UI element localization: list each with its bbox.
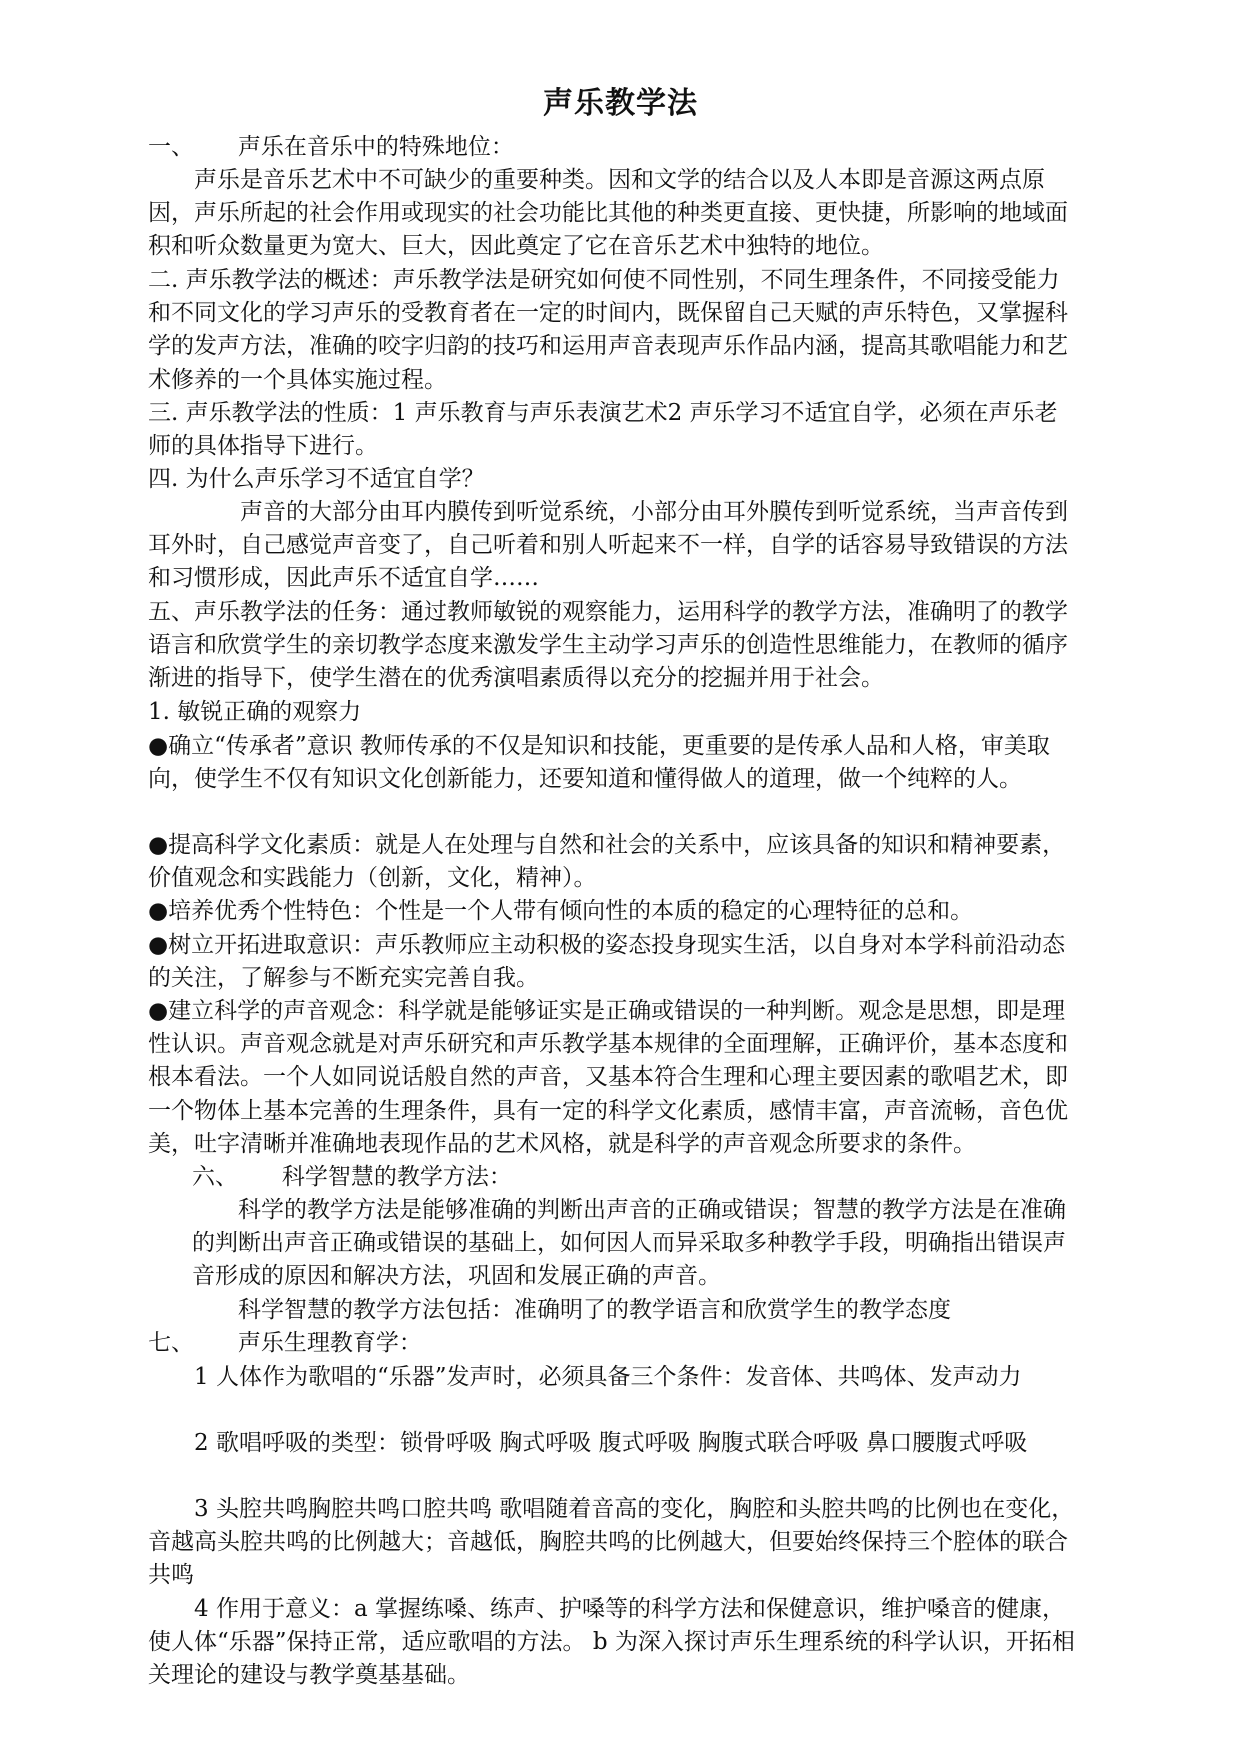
section-3-paragraph: 三. 声乐教学法的性质：1 声乐教育与声乐表演艺术2 声乐学习不适宜自学，必须在声乐老师的具体指导下进行。	[148, 400, 1058, 460]
bullet-personality: ●培养优秀个性特色：个性是一个人带有倾向性的本质的稳定的心理特征的总和。	[148, 898, 974, 924]
bullet-inheritor-awareness: ●确立“传承者”意识 教师传承的不仅是知识和技能，更重要的是传承人品和人格，审美取向，使学生不仅有知识文化创新能力，还要知道和懂得做人的道理，做一个纯粹的人。	[148, 733, 1050, 793]
section-7-item-1: 1 人体作为歌唱的“乐器”发声时，必须具备三个条件：发音体、共鸣体、发声动力	[194, 1364, 1022, 1390]
bullet-scientific-literacy: ●提高科学文化素质：就是人在处理与自然和社会的关系中，应该具备的知识和精神要素，价值观念和实践能力（创新，文化，精神）。	[148, 832, 1066, 892]
bullet-voice-concept: ●建立科学的声音观念：科学就是能够证实是正确或错误的一种判断。观念是思想，即是理性认识。声音观念就是对声乐研究和声乐教学基本规律的全面理解，正确评价，基本态度和根本看法。一个人如同说话般自然的声音，又基本符合生理和心理主要因素的歌唱艺术，即一个物体上基本完善的生理条件，具有一定的科学文化素质，感情丰富，声音流畅，音色优美，吐字清晰并准确地表现作品的艺术风格，就是科学的声音观念所要求的条件。	[148, 998, 1068, 1157]
section-6-paragraph-1: 科学的教学方法是能够准确的判断出声音的正确或错误；智慧的教学方法是在准确的判断出声音正确或错误的基础上，如何因人而异采取多种教学手段，明确指出错误声音形成的原因和解决方法，巩固和发展正确的声音。	[192, 1197, 1066, 1290]
section-1-heading: 一、 声乐在音乐中的特殊地位：	[148, 134, 514, 160]
section-2-paragraph: 二. 声乐教学法的概述：声乐教学法是研究如何使不同性别，不同生理条件，不同接受能力和不同文化的学习声乐的受教育者在一定的时间内，既保留自己天赋的声乐特色，又掌握科学的发声方法，准确的咬字归韵的技巧和运用声音表现声乐作品内涵，提高其歌唱能力和艺术修养的一个具体实施过程。	[148, 267, 1068, 393]
section-6-paragraph-2: 科学智慧的教学方法包括：准确明了的教学语言和欣赏学生的教学态度	[238, 1297, 951, 1323]
section-4-paragraph: 声音的大部分由耳内膜传到听觉系统，小部分由耳外膜传到听觉系统，当声音传到耳外时，自己感觉声音变了，自己听着和别人听起来不一样，自学的话容易导致错误的方法和习惯形成，因此声乐不适宜自学……	[148, 499, 1068, 592]
section-5-subheading: 1. 敏锐正确的观察力	[148, 699, 362, 725]
section-5-paragraph: 五、声乐教学法的任务：通过教师敏锐的观察能力，运用科学的教学方法，准确明了的教学语言和欣赏学生的亲切教学态度来激发学生主动学习声乐的创造性思维能力，在教师的循序渐进的指导下，使学生潜在的优秀演唱素质得以充分的挖掘并用于社会。	[148, 599, 1068, 692]
section-7-item-2: 2 歌唱呼吸的类型：锁骨呼吸 胸式呼吸 腹式呼吸 胸腹式联合呼吸 鼻口腰腹式呼吸	[194, 1430, 1028, 1456]
section-7-heading: 七、 声乐生理教育学：	[148, 1330, 422, 1356]
section-7-item-4: 4 作用于意义：a 掌握练嗓、练声、护嗓等的科学方法和保健意识，维护嗓音的健康，使人体“乐器”保持正常，适应歌唱的方法。 b 为深入探讨声乐生理系统的科学认识，开拓相关理论的建设与教学奠基基础。	[148, 1596, 1075, 1689]
section-6-heading: 六、 科学智慧的教学方法：	[192, 1164, 512, 1190]
section-4-heading: 四. 为什么声乐学习不适宜自学？	[148, 466, 485, 492]
section-7-item-3: 3 头腔共鸣胸腔共鸣口腔共鸣 歌唱随着音高的变化，胸腔和头腔共鸣的比例也在变化，音越高头腔共鸣的比例越大；音越低，胸腔共鸣的比例越大，但要始终保持三个腔体的联合共鸣	[148, 1496, 1075, 1589]
document-title: 声乐教学法	[543, 86, 698, 121]
bullet-pioneering-spirit: ●树立开拓进取意识：声乐教师应主动积极的姿态投身现实生活，以自身对本学科前沿动态的关注，了解参与不断充实完善自我。	[148, 932, 1066, 992]
section-1-paragraph: 声乐是音乐艺术中不可缺少的重要种类。因和文学的结合以及人本即是音源这两点原因，声乐所起的社会作用或现实的社会功能比其他的种类更直接、更快捷，所影响的地域面积和听众数量更为宽大、巨大，因此奠定了它在音乐艺术中独特的地位。	[148, 167, 1068, 260]
